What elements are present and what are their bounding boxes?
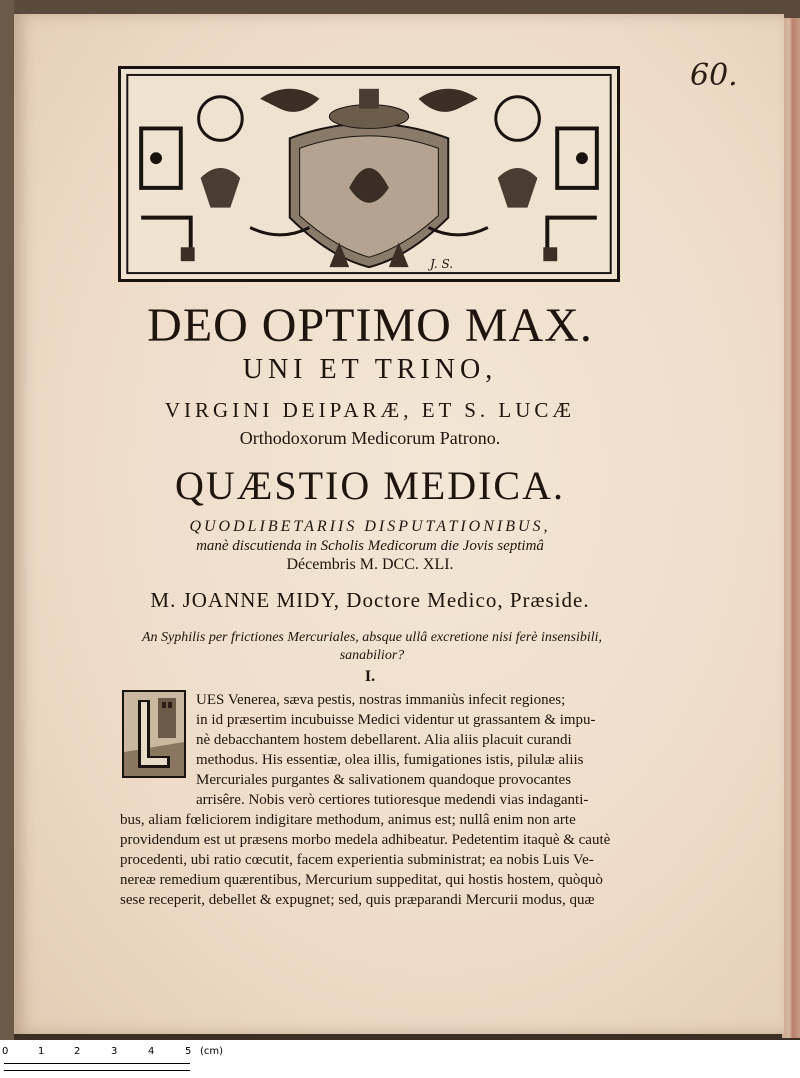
page-edges (782, 18, 800, 1038)
question-line-2: sanabilior? (339, 648, 405, 663)
drop-cap-illustration (124, 692, 184, 776)
disputation-date-line: manè discutienda in Scholis Medicorum die Jovis septimâ (196, 538, 544, 554)
disputation-heading: QUODLIBETARIIS DISPUTATIONIBUS, (189, 518, 551, 535)
dedication-line-2: UNI ET TRINO, (242, 354, 498, 385)
headpiece-ornament (118, 66, 620, 282)
drop-cap-L (122, 690, 186, 778)
body-line-4: methodus. His essentiæ, olea illis, fumigationes istis, pilulæ aliis (196, 752, 584, 768)
quaestio-heading: QUÆSTIO MEDICA. (175, 463, 565, 508)
scale-label: 0 (2, 1046, 9, 1057)
scale-label: 3 (111, 1046, 118, 1057)
body-line-1: UES Venerea, sæva pestis, nostras immaniùs infecit regiones; (196, 692, 566, 708)
scale-unit: (cm) (200, 1046, 224, 1057)
body-line-9: procedenti, ubi ratio cœcutit, facem experientia subministrat; ea nobis Luis Ve- (120, 852, 594, 868)
scale-label: 5 (185, 1046, 192, 1057)
dedication-title: DEO OPTIMO MAX. (147, 299, 593, 352)
folio-number: 60. (690, 58, 738, 93)
measurement-scale (0, 1040, 800, 1078)
scale-label: 1 (38, 1046, 45, 1057)
body-line-8: providendum est ut præsens morbo medela adhibeatur. Pedetentim itaquè & cautè (120, 832, 611, 848)
body-line-3: nè debacchantem hostem debellarent. Alia aliis placuit curandi (196, 732, 572, 748)
question-line-1: An Syphilis per frictiones Mercuriales, absque ullâ excretione nisi ferè insensibili, (141, 630, 603, 645)
scale-label: 2 (74, 1046, 81, 1057)
body-line-2: in id præsertim incubuisse Medici videntur ut grassantem & impu- (196, 712, 596, 728)
body-line-6: arrisêre. Nobis verò certiores tutioresque medendi vias indaganti- (196, 792, 589, 808)
dedication-line-3: VIRGINI DEIPARÆ, ET S. LUCÆ (164, 398, 576, 422)
book-spine (0, 0, 14, 1040)
body-line-11: sese receperit, debellet & expugnet; sed, quis præparandi Mercurii modus, quæ (120, 892, 595, 908)
dedication-line-4: Orthodoxorum Medicorum Patrono. (239, 428, 501, 448)
section-number: I. (364, 668, 376, 685)
ornament-signature: J. S. (430, 257, 454, 271)
body-line-10: nereæ remedium quærentibus, Mercurium suppeditat, qui hostis hostem, quòquò (120, 872, 603, 888)
praeses-line: M. JOANNE MIDY, Doctore Medico, Præside. (150, 588, 590, 612)
scale-label: 4 (148, 1046, 155, 1057)
body-line-7: bus, aliam fœliciorem indigitare methodum, animus est; nullâ enim non arte (120, 812, 576, 828)
body-line-5: Mercuriales purgantes & salivationem quandoque provocantes (196, 772, 572, 788)
disputation-year: Décembris M. DCC. XLI. (286, 556, 454, 573)
ornament-engraving (121, 69, 617, 279)
scale-bar (4, 1063, 190, 1071)
